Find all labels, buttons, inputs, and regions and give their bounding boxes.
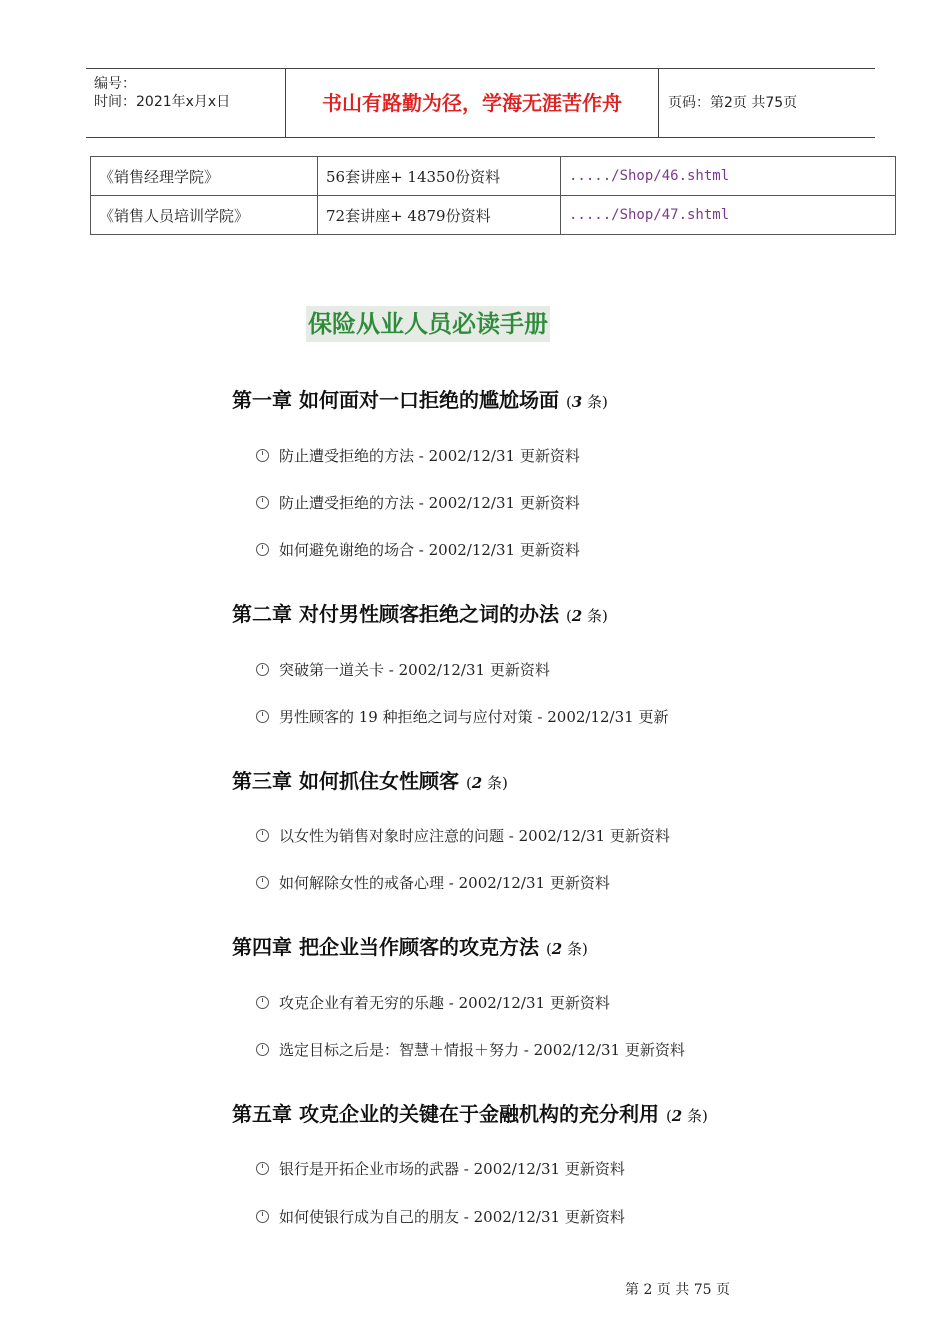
- chapter-heading[interactable]: [232, 765, 508, 794]
- date-label: 时间：2021年x月x日: [94, 94, 231, 110]
- list-item[interactable]: [256, 659, 550, 680]
- chapter-count: (2 条): [665, 1107, 708, 1125]
- chapter-title: 第二章 对付男性顾客拒绝之词的办法: [232, 602, 559, 626]
- chapter-heading[interactable]: [232, 384, 608, 413]
- resource-desc: 72套讲座+ 4879份资料: [318, 196, 561, 235]
- chapter-title: 第四章 把企业当作顾客的攻克方法: [232, 935, 539, 959]
- table-row: [91, 157, 896, 196]
- clock-icon: [256, 876, 269, 889]
- item-text: 突破第一道关卡 - 2002/12/31 更新资料: [279, 661, 550, 679]
- resource-desc: 56套讲座+ 14350份资料: [318, 157, 561, 196]
- list-item[interactable]: [256, 992, 610, 1013]
- clock-icon: [256, 496, 269, 509]
- list-item[interactable]: [256, 445, 580, 466]
- item-text: 如何解除女性的戒备心理 - 2002/12/31 更新资料: [279, 874, 610, 892]
- clock-icon: [256, 710, 269, 723]
- chapter-count: (2 条): [465, 774, 508, 792]
- clock-icon: [256, 663, 269, 676]
- clock-icon: [256, 543, 269, 556]
- item-text: 防止遭受拒绝的方法 - 2002/12/31 更新资料: [279, 494, 580, 512]
- chapter-heading[interactable]: [232, 598, 608, 627]
- table-row: [91, 196, 896, 235]
- clock-icon: [256, 996, 269, 1009]
- clock-icon: [256, 1162, 269, 1175]
- clock-icon: [256, 1043, 269, 1056]
- item-text: 选定目标之后是：智慧＋情报＋努力 - 2002/12/31 更新资料: [279, 1041, 685, 1059]
- list-item[interactable]: [256, 1206, 625, 1227]
- chapter-count: (2 条): [545, 940, 588, 958]
- chapter-count: (3 条): [565, 393, 608, 411]
- page-footer: 第 2 页 共 75 页: [625, 1282, 730, 1298]
- item-text: 以女性为销售对象时应注意的问题 - 2002/12/31 更新资料: [279, 827, 670, 845]
- item-text: 防止遭受拒绝的方法 - 2002/12/31 更新资料: [279, 447, 580, 465]
- resource-link[interactable]: ...../Shop/47.shtml: [561, 196, 896, 235]
- chapter-title: 第三章 如何抓住女性顾客: [232, 769, 459, 793]
- number-label: 编号：: [94, 76, 136, 92]
- chapter-count: (2 条): [565, 607, 608, 625]
- header-motto: 书山有路勤为径，学海无涯苦作舟: [286, 69, 659, 137]
- resource-name: 《销售人员培训学院》: [91, 196, 318, 235]
- clock-icon: [256, 829, 269, 842]
- resource-link[interactable]: ...../Shop/46.shtml: [561, 157, 896, 196]
- item-text: 攻克企业有着无穷的乐趣 - 2002/12/31 更新资料: [279, 994, 610, 1012]
- resource-table: [90, 156, 896, 235]
- document-title: 保险从业人员必读手册: [306, 306, 550, 342]
- list-item[interactable]: [256, 872, 610, 893]
- list-item[interactable]: [256, 492, 580, 513]
- page-header: [86, 68, 875, 138]
- item-text: 男性顾客的 19 种拒绝之词与应付对策 - 2002/12/31 更新: [279, 708, 669, 726]
- list-item[interactable]: [256, 706, 668, 727]
- chapter-heading[interactable]: [232, 931, 588, 960]
- chapter-title: 第一章 如何面对一口拒绝的尴尬场面: [232, 388, 559, 412]
- item-text: 如何使银行成为自己的朋友 - 2002/12/31 更新资料: [279, 1208, 625, 1226]
- list-item[interactable]: [256, 539, 580, 560]
- list-item[interactable]: [256, 1039, 685, 1060]
- header-meta: [86, 69, 286, 137]
- clock-icon: [256, 449, 269, 462]
- chapter-heading[interactable]: [232, 1098, 708, 1127]
- item-text: 如何避免谢绝的场合 - 2002/12/31 更新资料: [279, 541, 580, 559]
- list-item[interactable]: [256, 1158, 625, 1179]
- list-item[interactable]: [256, 825, 670, 846]
- resource-name: 《销售经理学院》: [91, 157, 318, 196]
- header-page-info: 页码：第2页 共75页: [668, 95, 798, 111]
- chapter-title: 第五章 攻克企业的关键在于金融机构的充分利用: [232, 1102, 659, 1126]
- clock-icon: [256, 1210, 269, 1223]
- item-text: 银行是开拓企业市场的武器 - 2002/12/31 更新资料: [279, 1160, 625, 1178]
